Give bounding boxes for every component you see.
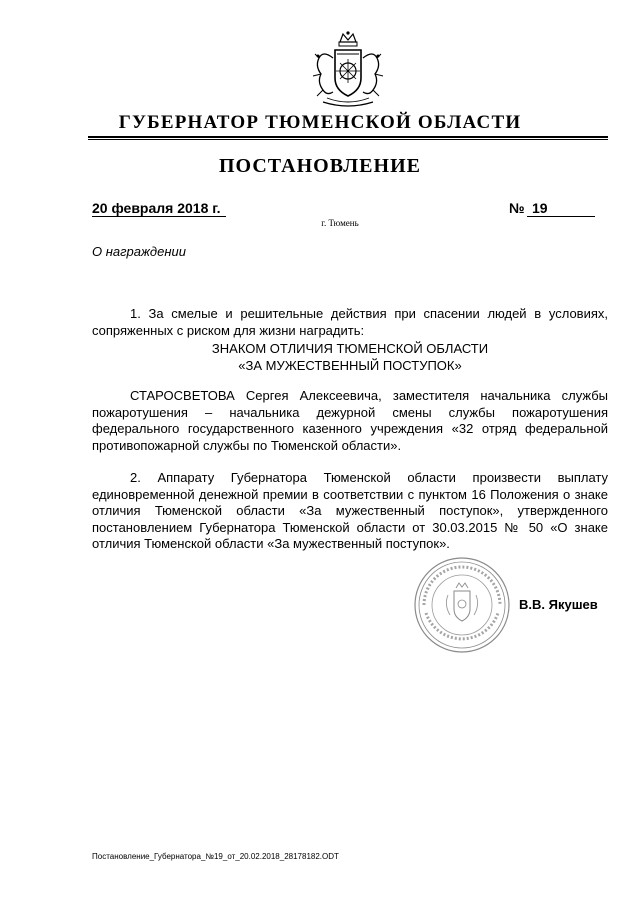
official-seal-icon <box>412 555 512 655</box>
recipient-paragraph <box>92 388 608 454</box>
document-type-title: ПОСТАНОВЛЕНИЕ <box>219 155 421 177</box>
footer-filename: Постановление_Губернатора_№19_от_20.02.2018_28178182.ODT <box>92 852 339 861</box>
number-underline <box>527 216 595 217</box>
issuing-authority-heading: ГУБЕРНАТОР ТЮМЕНСКОЙ ОБЛАСТИ <box>118 112 522 133</box>
paragraph-1: 1. За смелые и решительные действия при спасении людей в условиях, сопряженных с риском для жизни наградить: <box>92 306 608 338</box>
number-sign: № <box>509 200 525 216</box>
award-title-line-1: ЗНАКОМ ОТЛИЧИЯ ТЮМЕНСКОЙ ОБЛАСТИ <box>211 341 489 356</box>
coat-of-arms-icon <box>305 28 391 112</box>
award-title-line-2: «ЗА МУЖЕСТВЕННЫЙ ПОСТУПОК» <box>238 357 462 373</box>
document-body <box>92 306 608 553</box>
city-label: г. Тюмень <box>321 218 359 228</box>
document-subject: О награждении <box>92 244 186 259</box>
date-underline <box>92 216 226 217</box>
signatory-name: В.В. Якушев <box>519 597 598 612</box>
recipient-details: , заместителя начальника службы пожаротушения – начальника дежурной смены службы пожаротушения федерального государственного казенного учреждения «32 отряд федеральной противопожарной службы по Тюменской области». <box>92 388 608 453</box>
recipient-name: СТАРОСВЕТОВА Сергея Алексеевича <box>130 388 379 403</box>
document-number: 19 <box>532 200 548 216</box>
header-divider <box>88 136 608 140</box>
paragraph-2: 2. Аппарату Губернатора Тюменской области произвести выплату единовременной денежной премии в соответствии с пунктом 16 Положения о знаке отличия Тюменской области «За мужественный поступок», утвержденного постановлением Губернатора Тюменской области от 30.03.2015 № 50 «О знаке отличия Тюменской области «За мужественный поступок». <box>92 470 608 551</box>
document-date: 20 февраля 2018 г. <box>92 200 221 216</box>
award-title-block <box>92 341 608 374</box>
